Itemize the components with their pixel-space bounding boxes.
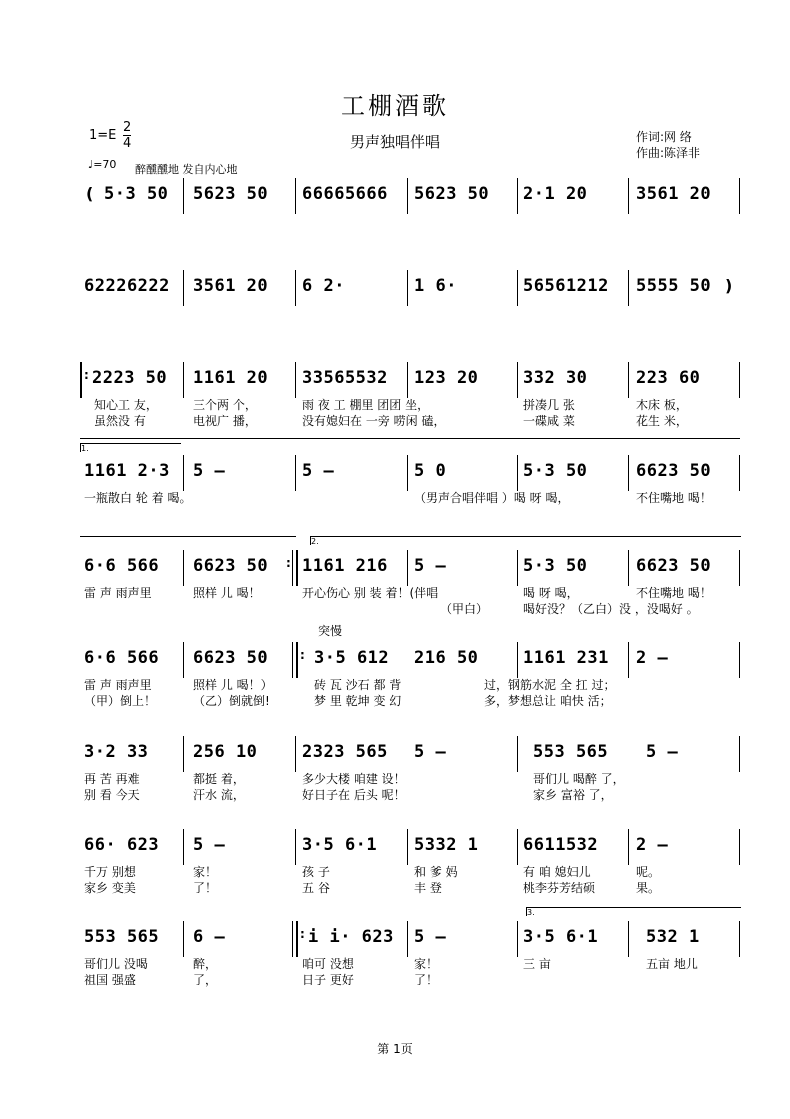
lyric: （乙）倒就倒! <box>193 694 270 708</box>
lyric: 照样 儿 喝！） <box>193 678 273 692</box>
tempo-value: =70 <box>93 158 117 171</box>
lyric: 拼凑几 张 <box>523 398 575 412</box>
lyric: 砖 瓦 沙石 都 背 <box>314 678 402 692</box>
lyric: 家乡 富裕 了， <box>533 788 613 802</box>
lyric: 家！ <box>414 957 439 971</box>
lyric: 一碟咸 菜 <box>523 414 575 428</box>
slow-mark: 突慢 <box>318 624 343 638</box>
measure: 6623 50 <box>193 648 269 668</box>
lyric: 照样 儿 喝！ <box>193 586 261 600</box>
lyric: 和 爹 妈 <box>414 865 458 879</box>
lyric: 喝好没？（乙白）没 ，没喝好 。 <box>523 602 699 616</box>
song-title: 工棚酒歌 <box>341 92 449 120</box>
lyric: 过，钢筋水泥 全 扛 过； <box>484 678 616 692</box>
volta-1: 1. <box>80 443 181 452</box>
expression-mark: 醉醺醺地 发自内心地 <box>135 163 238 176</box>
lyric: 花生 米， <box>636 414 688 428</box>
measure: 6611532 <box>523 835 599 855</box>
lyric: 都挺 着， <box>193 772 245 786</box>
lyric: 雨 夜 工 棚里 团团 坐， <box>302 398 430 412</box>
lyric: 雷 声 雨声里 <box>84 678 152 692</box>
song-subtitle: 男声独唱伴唱 <box>349 133 440 151</box>
measure: 5 — <box>193 835 226 855</box>
lyric: 知心工 友， <box>94 398 158 412</box>
lyric: 千万 别想 <box>84 865 136 879</box>
lyric: 没有媳妇在 一旁 唠闲 磕， <box>302 414 446 428</box>
open-paren: ( <box>86 184 94 203</box>
measure: 332 30 <box>523 368 588 388</box>
lyric: 哥们儿 喝醉 了， <box>533 772 625 786</box>
time-top: 2 <box>123 120 132 135</box>
lyric: 孩 子 <box>302 865 330 879</box>
lyric: 好日子在 后头 呢！ <box>302 788 406 802</box>
lyric: 丰 登 <box>414 881 442 895</box>
lyric: 电视广 播， <box>193 414 257 428</box>
measure: 553 565 <box>84 927 160 947</box>
lyric: 再 苦 再难 <box>84 772 140 786</box>
measure: 5555 50 <box>636 276 712 296</box>
measure: 256 10 <box>193 742 258 762</box>
measure: 2 — <box>636 835 669 855</box>
measure: 56561212 <box>523 276 609 296</box>
measure: i i· 623 <box>308 927 394 947</box>
lyric: 不住嘴地 喝！ <box>636 491 712 505</box>
measure: 5 — <box>193 461 226 481</box>
lyric: 别 看 今天 <box>84 788 140 802</box>
lyric: 木床 板， <box>636 398 688 412</box>
lyric: 五亩 地儿 <box>646 957 698 971</box>
measure: 5 — <box>414 742 447 762</box>
measure: 5 — <box>302 461 335 481</box>
measure: 66· 623 <box>84 835 160 855</box>
measure: 6623 50 <box>193 556 269 576</box>
lyricist: 作词:网 络 <box>636 130 692 144</box>
measure: 3·5 6·1 <box>302 835 378 855</box>
measure: 216 50 <box>414 648 479 668</box>
measure: 1161 216 <box>302 556 388 576</box>
measure: 223 60 <box>636 368 701 388</box>
lyric: 五 谷 <box>302 881 330 895</box>
close-paren: ) <box>725 276 733 295</box>
composer: 作曲:陈泽非 <box>636 146 701 160</box>
lyric: 开心伤心 别 装 着！(伴唱 <box>302 586 439 600</box>
measure: 5·3 50 <box>523 556 588 576</box>
measure: 5·3 50 <box>523 461 588 481</box>
lyric: 了， <box>193 973 218 987</box>
measure: 3·5 612 <box>314 648 390 668</box>
measure: 3·2 33 <box>84 742 149 762</box>
measure: 66665666 <box>302 184 388 204</box>
measure: 6623 50 <box>636 461 712 481</box>
lyric: 家乡 变美 <box>84 881 136 895</box>
measure: 2·1 20 <box>523 184 588 204</box>
measure: 2223 50 <box>92 368 168 388</box>
lyric: 汗水 流， <box>193 788 245 802</box>
measure: 5332 1 <box>414 835 479 855</box>
measure: 5 — <box>414 927 447 947</box>
lyric: 三个两 个， <box>193 398 257 412</box>
measure: 1161 20 <box>193 368 269 388</box>
lyric: 多少大楼 咱建 设！ <box>302 772 406 786</box>
measure: 5·3 50 <box>104 184 169 204</box>
lyric: 果。 <box>636 881 661 895</box>
lyric: （甲）倒上！ <box>84 694 157 708</box>
measure: 6 — <box>193 927 226 947</box>
measure: 5 — <box>646 742 679 762</box>
lyric: 雷 声 雨声里 <box>84 586 152 600</box>
measure: 123 20 <box>414 368 479 388</box>
measure: 5623 50 <box>193 184 269 204</box>
measure: 33565532 <box>302 368 388 388</box>
measure: 5623 50 <box>414 184 490 204</box>
measure: 6·6 566 <box>84 648 160 668</box>
lyric: 多，梦想总让 咱快 活； <box>484 694 612 708</box>
measure: 5 — <box>414 556 447 576</box>
lyric: 一瓶散白 轮 着 喝。 <box>84 491 192 505</box>
measure: 5 0 <box>414 461 447 481</box>
measure: 3561 20 <box>193 276 269 296</box>
lyric: 咱可 没想 <box>302 957 354 971</box>
measure: 6623 50 <box>636 556 712 576</box>
volta-2: 2. <box>310 536 741 545</box>
lyric: 桃李芬芳结硕 <box>523 881 596 895</box>
measure: 1 6· <box>414 276 457 296</box>
measure: 2323 565 <box>302 742 388 762</box>
tempo-mark: ♩=70 <box>88 158 117 171</box>
page-number: 第 1页 <box>377 1042 413 1056</box>
lyric: 家！ <box>193 865 218 879</box>
lyric: 了！ <box>414 973 439 987</box>
measure: 6 2· <box>302 276 345 296</box>
time-signature <box>123 120 131 151</box>
lyric: 哥们儿 没喝 <box>84 957 148 971</box>
measure: 62226222 <box>84 276 170 296</box>
lyric: （男声合唱伴唱 ）喝 呀 喝， <box>414 491 570 505</box>
lyric: 三 亩 <box>523 957 551 971</box>
lyric: 梦 里 乾坤 变 幻 <box>314 694 402 708</box>
measure: 1161 2·3 <box>84 461 170 481</box>
volta-3: 3. <box>526 907 741 916</box>
measure: 1161 231 <box>523 648 609 668</box>
measure: 532 1 <box>646 927 700 947</box>
lyric: 醉， <box>193 957 218 971</box>
measure: 2 — <box>636 648 669 668</box>
lyric: 虽然没 有 <box>94 414 146 428</box>
lyric: 喝 呀 喝， <box>523 586 579 600</box>
lyric: 不住嘴地 喝！ <box>636 586 712 600</box>
lyric: 了！ <box>193 881 218 895</box>
time-bottom: 4 <box>123 136 132 151</box>
measure: 3561 20 <box>636 184 712 204</box>
lyric: 日子 更好 <box>302 973 354 987</box>
lyric: 有 咱 媳妇儿 <box>523 865 591 879</box>
measure: 553 565 <box>533 742 609 762</box>
lyric: 呢。 <box>636 865 661 879</box>
key-signature: 1=E <box>89 128 117 143</box>
lyric: 祖国 强盛 <box>84 973 136 987</box>
measure: 6·6 566 <box>84 556 160 576</box>
lyric: （甲白） <box>440 602 489 616</box>
measure: 3·5 6·1 <box>523 927 599 947</box>
